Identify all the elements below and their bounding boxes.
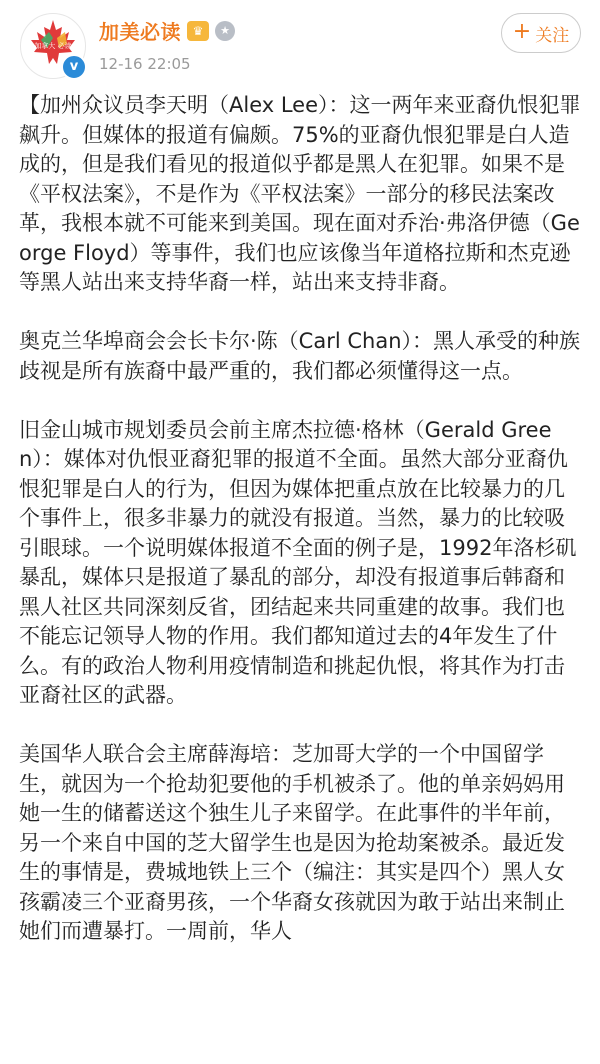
post-header: [0, 0, 600, 92]
author-name[interactable]: 加美必读: [99, 20, 181, 44]
medal-badge-icon: ★: [215, 21, 235, 41]
post-paragraph: 旧金山城市规划委员会前主席杰拉德·格林（Gerald Green）：媒体对仇恨亚裔犯罪的报道不全面。虽然大部分亚裔仇恨犯罪是白人的行为，但因为媒体把重点放在比较暴力的几个事件上，很多非暴力的就没有报道。当然，暴力的比较吸引眼球。一个说明媒体报道不全面的例子是，1992年洛杉矶暴乱，媒体只是报道了暴乱的部分，却没有报道事后韩裔和黑人社区共同深刻反省，团结起来共同重建的故事。我们也不能忘记领导人物的作用。我们都知道过去的4年发生了什么。有的政治人物利用疫情制造和挑起仇恨，将其作为打击亚裔社区的武器。: [19, 417, 577, 707]
avatar-text: 加拿大 必读: [34, 42, 72, 50]
follow-button[interactable]: [501, 13, 581, 53]
post-timestamp: 12-16 22:05: [99, 55, 191, 73]
post-body: [19, 91, 583, 976]
post-paragraph: 奥克兰华埠商会会长卡尔·陈（Carl Chan）：黑人承受的种族歧视是所有族裔中最严重的，我们都必须懂得这一点。: [19, 329, 580, 383]
post-paragraph: 【加州众议员李天明（Alex Lee）：这一两年来亚裔仇恨犯罪飙升。但媒体的报道有偏颇。75%的亚裔仇恨犯罪是白人造成的，但是我们看见的报道似乎都是黑人在犯罪。如果不是《平权法案》，不是作为《平权法案》一部分的移民法案改革，我根本就不可能来到美国。现在面对乔治·弗洛伊德（George Floyd）等事件，我们也应该像当年道格拉斯和杰克逊等黑人站出来支持华裔一样，站出来支持非裔。: [19, 93, 581, 294]
follow-label: 关注: [535, 25, 570, 46]
crown-badge-icon: ♛: [187, 21, 209, 41]
author-avatar[interactable]: [20, 13, 86, 79]
plus-icon: +: [512, 19, 532, 44]
post-paragraph: 美国华人联合会主席薛海培：芝加哥大学的一个中国留学生，就因为一个抢劫犯要他的手机被杀了。他的单亲妈妈用她一生的储蓄送这个独生儿子来留学。在此事件的半年前，另一个来自中国的芝大留学生也是因为抢劫案被杀。最近发生的事情是，费城地铁上三个（编注：其实是四个）黑人女孩霸凌三个亚裔男孩，一个华裔女孩就因为敢于站出来制止她们而遭暴打。一周前，华人: [19, 742, 565, 943]
verified-icon: v: [61, 54, 87, 80]
